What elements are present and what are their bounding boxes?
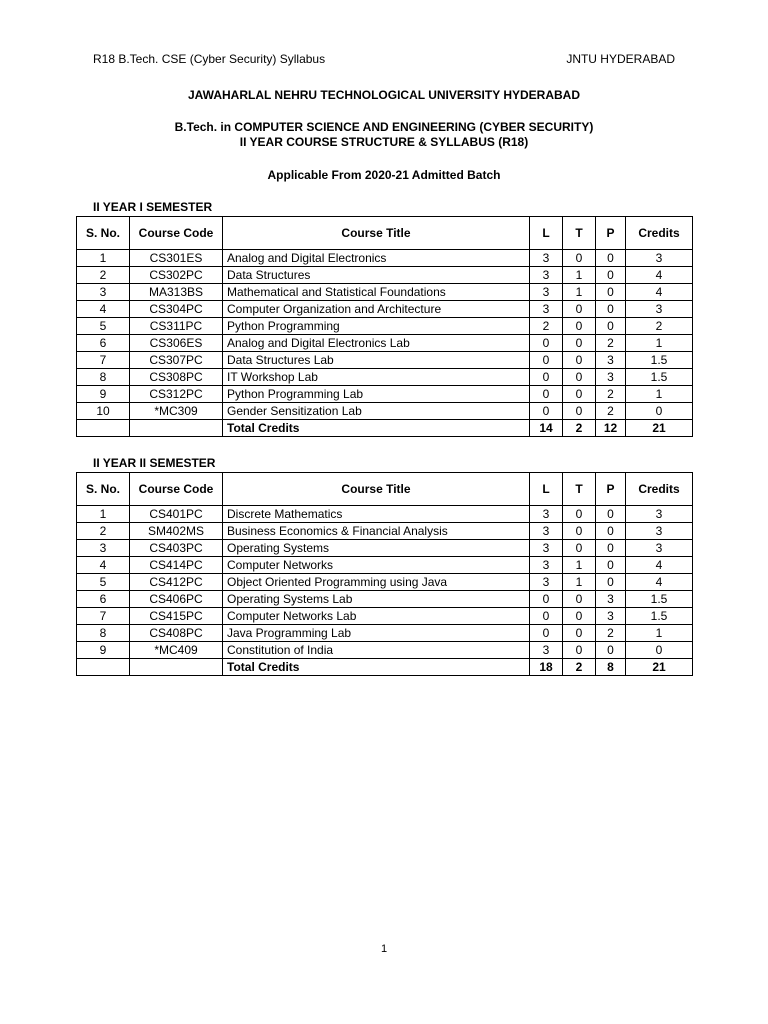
cell-credits: 1.5 [626,591,693,608]
cell-sno: 2 [77,267,130,284]
cell-p: 0 [596,250,626,267]
table-row [77,267,693,284]
cell-sno: 4 [77,301,130,318]
cell-l: 3 [530,250,563,267]
cell-code: CS412PC [130,574,223,591]
table-row [77,352,693,369]
cell-credits: 1.5 [626,369,693,386]
semester-1-table [76,216,693,437]
cell-t: 1 [563,284,596,301]
cell-p: 0 [596,267,626,284]
cell-code: CS308PC [130,369,223,386]
table-row [77,642,693,659]
cell-sno: 1 [77,250,130,267]
cell-t: 0 [563,523,596,540]
total-credits: 21 [626,420,693,437]
col-header-t: T [563,217,596,250]
cell-code: SM402MS [130,523,223,540]
program-title: B.Tech. in COMPUTER SCIENCE AND ENGINEERING (CYBER SECURITY) [174,120,594,134]
cell-title: IT Workshop Lab [223,369,530,386]
cell-credits: 0 [626,403,693,420]
col-header-p: P [596,473,626,506]
cell-sno: 4 [77,557,130,574]
table-row [77,250,693,267]
cell-title: Java Programming Lab [223,625,530,642]
cell-l: 0 [530,352,563,369]
total-t: 2 [563,659,596,676]
semester-2-heading: II YEAR II SEMESTER [93,456,216,470]
cell-l: 0 [530,403,563,420]
cell-l: 3 [530,284,563,301]
cell-t: 0 [563,608,596,625]
cell-t: 0 [563,591,596,608]
col-header-p: P [596,217,626,250]
table-row [77,386,693,403]
cell-sno: 1 [77,506,130,523]
cell-l: 3 [530,267,563,284]
cell-sno: 2 [77,523,130,540]
cell-title: Data Structures [223,267,530,284]
cell-p: 3 [596,369,626,386]
table-row [77,540,693,557]
table-row [77,369,693,386]
cell-sno: 6 [77,591,130,608]
total-credits-row [77,659,693,676]
cell-code: CS415PC [130,608,223,625]
cell-sno: 5 [77,574,130,591]
cell-l: 0 [530,335,563,352]
cell-code: CS403PC [130,540,223,557]
cell-l: 0 [530,591,563,608]
cell-credits: 1 [626,335,693,352]
cell-p: 3 [596,352,626,369]
table-row [77,574,693,591]
col-header-sno: S. No. [77,217,130,250]
university-title: JAWAHARLAL NEHRU TECHNOLOGICAL UNIVERSITY HYDERABAD [187,88,581,102]
table-row [77,506,693,523]
cell-t: 0 [563,369,596,386]
table-header-row [77,217,693,250]
cell-credits: 0 [626,642,693,659]
cell-sno: 6 [77,335,130,352]
cell-title: Gender Sensitization Lab [223,403,530,420]
col-header-l: L [530,217,563,250]
cell-code: CS408PC [130,625,223,642]
cell-sno: 9 [77,642,130,659]
total-credits-row [77,420,693,437]
table-row [77,335,693,352]
col-header-title: Course Title [223,217,530,250]
cell-code: CS302PC [130,267,223,284]
cell-p: 2 [596,386,626,403]
col-header-credits: Credits [626,217,693,250]
cell-p: 0 [596,301,626,318]
col-header-code: Course Code [130,473,223,506]
cell-sno: 3 [77,540,130,557]
cell-title: Python Programming Lab [223,386,530,403]
cell-t: 0 [563,540,596,557]
cell-p: 0 [596,574,626,591]
cell-code: CS307PC [130,352,223,369]
cell-p: 0 [596,506,626,523]
cell-sno [77,420,130,437]
cell-credits: 1.5 [626,352,693,369]
cell-t: 1 [563,557,596,574]
applicable-note: Applicable From 2020-21 Admitted Batch [267,168,501,182]
table-row [77,318,693,335]
cell-p: 0 [596,642,626,659]
cell-code [130,420,223,437]
table-row [77,557,693,574]
cell-title: Analog and Digital Electronics [223,250,530,267]
cell-sno: 3 [77,284,130,301]
cell-credits: 4 [626,574,693,591]
cell-credits: 3 [626,250,693,267]
cell-title: Mathematical and Statistical Foundations [223,284,530,301]
cell-p: 0 [596,318,626,335]
cell-t: 0 [563,352,596,369]
cell-l: 3 [530,523,563,540]
cell-sno: 7 [77,352,130,369]
cell-credits: 2 [626,318,693,335]
cell-title: Discrete Mathematics [223,506,530,523]
cell-title: Data Structures Lab [223,352,530,369]
cell-credits: 4 [626,284,693,301]
cell-code: CS312PC [130,386,223,403]
cell-sno [77,659,130,676]
col-header-l: L [530,473,563,506]
cell-code: CS311PC [130,318,223,335]
cell-title: Operating Systems Lab [223,591,530,608]
total-l: 18 [530,659,563,676]
cell-credits: 3 [626,540,693,557]
semester-1-heading: II YEAR I SEMESTER [93,200,213,214]
cell-t: 0 [563,625,596,642]
table-header-row [77,473,693,506]
cell-t: 0 [563,403,596,420]
cell-t: 0 [563,318,596,335]
total-l: 14 [530,420,563,437]
cell-credits: 1 [626,386,693,403]
cell-l: 3 [530,574,563,591]
cell-l: 3 [530,540,563,557]
cell-p: 0 [596,557,626,574]
cell-t: 0 [563,250,596,267]
table-row [77,608,693,625]
cell-t: 0 [563,301,596,318]
cell-sno: 10 [77,403,130,420]
total-label: Total Credits [223,659,530,676]
cell-title: Operating Systems [223,540,530,557]
cell-t: 0 [563,506,596,523]
cell-l: 3 [530,506,563,523]
cell-l: 3 [530,642,563,659]
table-row [77,625,693,642]
cell-title: Computer Networks Lab [223,608,530,625]
total-p: 8 [596,659,626,676]
semester-2-table [76,472,693,676]
cell-l: 3 [530,557,563,574]
cell-title: Analog and Digital Electronics Lab [223,335,530,352]
table-row [77,523,693,540]
structure-title: II YEAR COURSE STRUCTURE & SYLLABUS (R18) [239,135,529,149]
cell-title: Python Programming [223,318,530,335]
cell-code: *MC309 [130,403,223,420]
cell-l: 0 [530,369,563,386]
col-header-credits: Credits [626,473,693,506]
cell-title: Constitution of India [223,642,530,659]
cell-l: 3 [530,301,563,318]
cell-code: CS414PC [130,557,223,574]
cell-l: 2 [530,318,563,335]
cell-title: Computer Organization and Architecture [223,301,530,318]
cell-credits: 4 [626,267,693,284]
cell-t: 1 [563,574,596,591]
cell-title: Business Economics & Financial Analysis [223,523,530,540]
cell-credits: 1 [626,625,693,642]
cell-credits: 4 [626,557,693,574]
page-number: 1 [380,943,388,955]
cell-p: 3 [596,608,626,625]
col-header-sno: S. No. [77,473,130,506]
total-label: Total Credits [223,420,530,437]
cell-p: 0 [596,540,626,557]
cell-credits: 3 [626,506,693,523]
cell-code: CS301ES [130,250,223,267]
running-header-right: JNTU HYDERABAD [566,52,675,66]
total-p: 12 [596,420,626,437]
cell-title: Computer Networks [223,557,530,574]
cell-t: 0 [563,642,596,659]
cell-p: 2 [596,403,626,420]
total-credits: 21 [626,659,693,676]
col-header-code: Course Code [130,217,223,250]
table-row [77,284,693,301]
running-header-left: R18 B.Tech. CSE (Cyber Security) Syllabus [93,52,326,66]
table-row [77,403,693,420]
table-row [77,591,693,608]
cell-code [130,659,223,676]
cell-p: 0 [596,284,626,301]
cell-t: 0 [563,335,596,352]
total-t: 2 [563,420,596,437]
cell-sno: 9 [77,386,130,403]
cell-l: 0 [530,625,563,642]
cell-code: CS304PC [130,301,223,318]
cell-sno: 5 [77,318,130,335]
cell-sno: 8 [77,369,130,386]
cell-p: 0 [596,523,626,540]
cell-sno: 7 [77,608,130,625]
cell-code: *MC409 [130,642,223,659]
cell-t: 0 [563,386,596,403]
col-header-title: Course Title [223,473,530,506]
cell-p: 2 [596,625,626,642]
cell-t: 1 [563,267,596,284]
cell-code: MA313BS [130,284,223,301]
cell-credits: 3 [626,523,693,540]
cell-credits: 3 [626,301,693,318]
cell-l: 0 [530,608,563,625]
cell-sno: 8 [77,625,130,642]
cell-title: Object Oriented Programming using Java [223,574,530,591]
cell-code: CS306ES [130,335,223,352]
cell-l: 0 [530,386,563,403]
cell-code: CS401PC [130,506,223,523]
cell-p: 2 [596,335,626,352]
col-header-t: T [563,473,596,506]
cell-credits: 1.5 [626,608,693,625]
table-row [77,301,693,318]
cell-p: 3 [596,591,626,608]
cell-code: CS406PC [130,591,223,608]
